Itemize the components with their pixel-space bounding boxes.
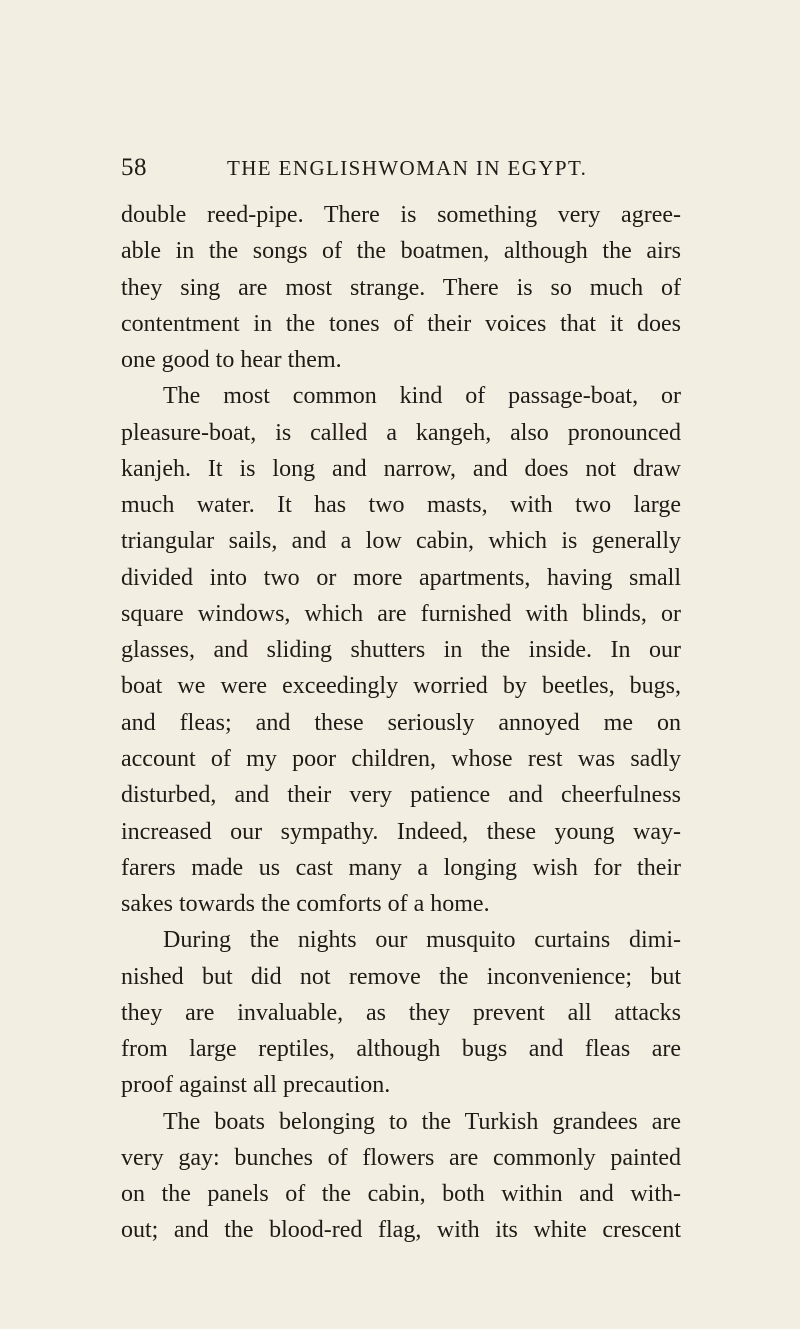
running-head [121,154,681,188]
text-line: very gay: bunches of flowers are commonly painted [121,1144,681,1171]
text-line: able in the songs of the boatmen, although the airs [121,238,681,265]
text-line: sakes towards the comforts of a home. [121,891,490,918]
text-line: much water. It has two masts, with two large [121,492,681,519]
text-line: pleasure-boat, is called a kangeh, also pronounced [121,419,681,446]
running-head-title: THE ENGLISHWOMAN IN EGYPT. [227,156,588,180]
text-line: kanjeh. It is long and narrow, and does not draw [121,455,681,482]
text-line: one good to hear them. [121,347,342,374]
text-line: During the nights our musquito curtains dimi- [163,927,681,954]
text-line: on the panels of the cabin, both within and with- [121,1181,681,1208]
text-line: triangular sails, and a low cabin, which is generally [121,528,681,555]
text-line: nished but did not remove the inconvenience; but [121,963,681,990]
text-line: The boats belonging to the Turkish grandees are [163,1108,681,1135]
text-line: disturbed, and their very patience and cheerfulness [121,782,681,809]
text-line: account of my poor children, whose rest was sadly [121,745,681,772]
text-line: square windows, which are furnished with blinds, or [121,600,681,627]
text-line: from large reptiles, although bugs and fleas are [121,1036,681,1063]
page-number: 58 [121,154,147,181]
text-line: boat we were exceedingly worried by beetles, bugs, [121,673,681,700]
text-line: farers made us cast many a longing wish for their [121,854,681,881]
text-line: double reed-pipe. There is something very agree- [121,202,681,228]
text-line: increased our sympathy. Indeed, these young way- [121,818,681,845]
text-line: they are invaluable, as they prevent all attacks [121,999,681,1026]
text-line: out; and the blood-red flag, with its white crescent [121,1217,681,1244]
text-line: The most common kind of passage-boat, or [163,383,681,410]
text-line: divided into two or more apartments, having small [121,564,681,591]
text-line: glasses, and sliding shutters in the inside. In our [121,637,681,664]
text-line: contentment in the tones of their voices that it does [121,310,681,337]
text-line: proof against all precaution. [121,1072,391,1099]
body-text [121,197,681,1249]
text-line: they sing are most strange. There is so much of [121,274,681,301]
text-line: and fleas; and these seriously annoyed me on [121,709,681,736]
